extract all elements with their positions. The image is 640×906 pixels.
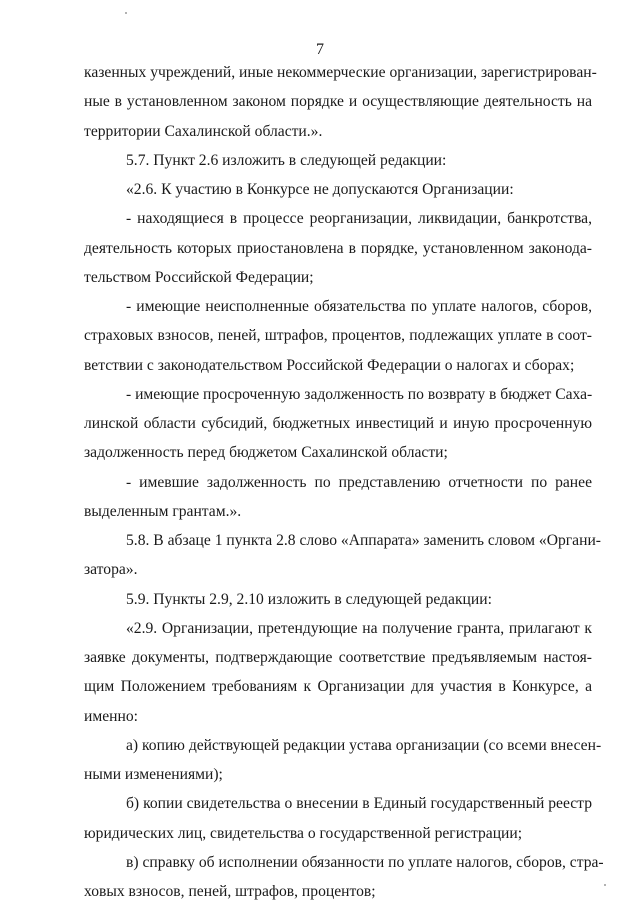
text-line: - имеющие неисполненные обязательства по уплате налогов, сборов,	[126, 298, 592, 315]
text-line: в) справку об исполнении обязанности по уплате налогов, сборов, стра-	[126, 853, 604, 871]
text-line: казенных учреждений, иные некоммерческие организации, зарегистрирован-	[84, 64, 597, 81]
text-line: - имеющие просроченную задолженность по возврату в бюджет Саха-	[126, 385, 593, 403]
text-line: 5.8. В абзаце 1 пункта 2.8 слово «Аппарата» заменить словом «Органи-	[126, 532, 601, 549]
text-line: - находящиеся в процессе реорганизации, ликвидации, банкротства,	[126, 210, 592, 228]
text-line: ветствии с законодательством Российской Федерации о налогах и сборах;	[84, 356, 575, 374]
text-line: именно:	[84, 707, 138, 725]
text-line: задолженность перед бюджетом Сахалинской области;	[84, 444, 448, 462]
text-line: 5.9. Пункты 2.9, 2.10 изложить в следующей редакции:	[126, 590, 492, 608]
text-line: линской области субсидий, бюджетных инвестиций и иную просроченную	[84, 415, 592, 432]
text-line: тельством Российской Федерации;	[84, 268, 314, 286]
page-number: 7	[316, 41, 324, 58]
text-line: юридических лиц, свидетельства о государственной регистрации;	[84, 824, 523, 842]
text-line: б) копии свидетельства о внесении в Единый государственный реестр	[126, 795, 592, 813]
text-line: а) копию действующей редакции устава организации (со всеми внесен-	[126, 736, 602, 754]
text-line: ные в установленном законом порядке и осуществляющие деятельность на	[84, 93, 592, 111]
scan-speck	[604, 884, 606, 886]
text-line: «2.6. К участию в Конкурсе не допускаются Организации:	[126, 181, 514, 198]
text-line: выделенным грантам.».	[84, 502, 242, 520]
text-line: заявке документы, подтверждающие соответствие предъявляемым настоя-	[84, 649, 592, 666]
text-line: - имевшие задолженность по представлению отчетности по ранее	[126, 473, 592, 491]
document-body	[84, 58, 604, 906]
scan-speck	[125, 12, 127, 14]
text-line: затора».	[84, 561, 138, 579]
text-line: территории Сахалинской области.».	[84, 122, 323, 140]
text-line: деятельность которых приостановлена в порядке, установленном законода-	[84, 239, 592, 257]
text-line: ными изменениями);	[84, 766, 223, 783]
text-line: щим Положением требованиям к Организации для участия в Конкурсе, а	[84, 678, 592, 696]
text-line: страховых взносов, пеней, штрафов, процентов, подлежащих уплате в соот-	[84, 327, 592, 345]
text-line: 5.7. Пункт 2.6 изложить в следующей редакции:	[126, 151, 447, 169]
text-line: ховых взносов, пеней, штрафов, процентов;	[84, 883, 376, 900]
text-line: «2.9. Организации, претендующие на получение гранта, прилагают к	[126, 619, 592, 637]
